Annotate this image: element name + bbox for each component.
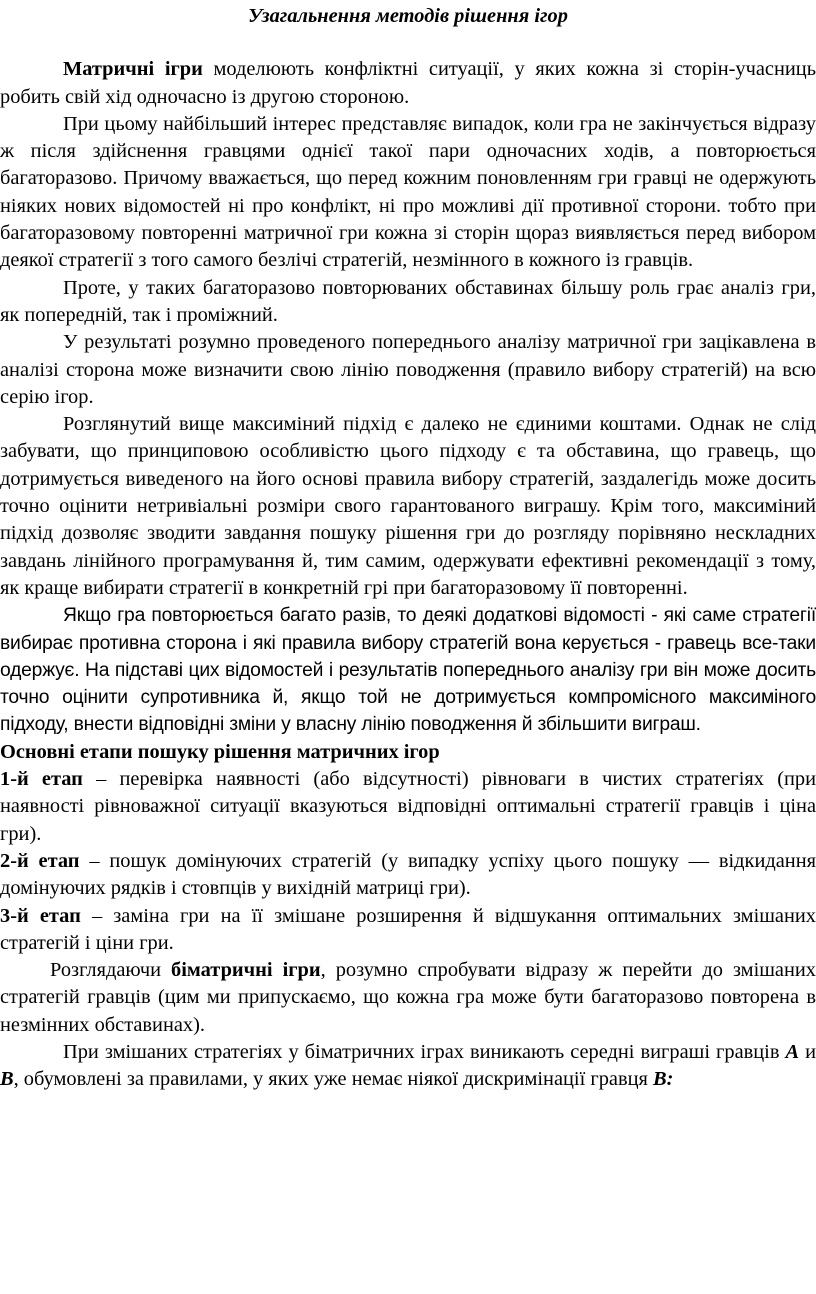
stage-text: – заміна гри на її змішане розширення й відшукання оптимальних змішаних стратегій і ціни гри. [0, 904, 816, 954]
stage-item [0, 903, 816, 958]
section-heading-stages: Основні етапи пошуку рішення матричних ігор [0, 740, 440, 763]
paragraph-additional-info: Якщо гра повторюється багато разів, то деякі додаткові відомості - які саме стратегії вибирає противна сторона і які правила вибору стратегій вона керується - гравець все-таки одержує. На підставі цих відомостей і результатів попереднього аналізу гри він може досить точно оцінити супротивника й, якщо той не дотримується компромісного максиміного підходу, внести відповідні зміни у власну лінію поводження й збільшити виграш. [0, 605, 816, 736]
paragraph-repeated-game: При цьому найбільший інтерес представляє випадок, коли гра не закінчується відразу ж після здійснення гравцями однієї такої пари одночасних ходів, а повторюється багаторазово. Причому вважається, що перед кожним поновленням гри гравці не одержують ніяких нових відомостей ні про конфлікт, ні про можливі дії противної сторони. тобто при багаторазовому повторенні матричної гри кожна зі сторін щораз виявляється перед вибором деякої стратегії з того самого безлічі стратегій, незмінного в кожного із гравців. [0, 112, 816, 272]
paragraph-text: моделюють конфліктні ситуації, у яких кожна зі сторін-учасниць робить свій хід одночасно із другою стороною. [0, 58, 816, 108]
player-b-symbol: B [652, 1068, 667, 1091]
stage-label: 3-й етап [0, 904, 81, 927]
paragraph-text: и [799, 1040, 816, 1063]
paragraph-text: , обумовлені за правилами, у яких уже немає ніякої дискримінації гравця [13, 1068, 653, 1091]
paragraph-matrix-games [0, 56, 816, 111]
paragraph-preliminary-analysis: У результаті розумно проведеного попереднього аналізу матричної гри зацікавлена в аналізі сторона може визначити свою лінію поводження (правило вибору стратегій) на всю серію ігор. [0, 331, 816, 408]
paragraph-mixed-strategies [0, 1039, 816, 1094]
paragraph-text: : [666, 1068, 674, 1091]
document-title: Узагальнення методів рішення ігор [248, 5, 568, 27]
stage-item [0, 848, 816, 903]
stage-label: 1-й етап [0, 768, 83, 791]
player-a-symbol: A [785, 1040, 800, 1063]
paragraph-analysis-role: Проте, у таких багаторазово повторюваних обставинах більшу роль грає аналіз гри, як попередній, так і проміжний. [0, 276, 816, 326]
paragraph-text: , розумно спробувати відразу ж перейти до змішаних стратегій гравців (цим ми припускаємо, що кожна гра може бути багаторазово повторена в незмінних обставинах). [0, 959, 816, 1036]
stage-text: – пошук домінуючих стратегій (у випадку успіху цього пошуку — відкидання домінуючих рядків і стовпців у вихідній матриці гри). [0, 849, 816, 900]
stage-label: 2-й етап [0, 849, 80, 872]
term-bimatrix-games: біматричні ігри [171, 959, 321, 982]
stage-text: – перевірка наявності (або відсутності) рівноваги в чистих стратегіях (при наявності рівноважної ситуації вказуються відповідні оптимальні стратегії гравців і ціна гри). [0, 768, 816, 845]
paragraph-text: При змішаних стратегіях у біматричних іграх виникають середні виграші гравців [63, 1040, 786, 1063]
paragraph-text: Розглядаючи [50, 959, 172, 982]
term-matrix-games: Матричні ігри [63, 58, 203, 81]
player-b-symbol: B [0, 1068, 14, 1091]
paragraph-maximin-approach: Розглянутий вище максиміний підхід є далеко не єдиними коштами. Однак не слід забувати, що принциповою особливістю цього підходу є та обставина, що гравець, що дотримується виведеного на його основі правила вибору стратегій, заздалегідь може досить точно оцінити нетривіальні розміри свого гарантованого виграшу. Крім того, максиміний підхід дозволяє зводити завдання пошуку рішення гри до розгляду порівняно нескладних завдань лінійного програмування й, тим самим, одержувати ефективні рекомендації з тому, як краще вибирати стратегії в конкретній грі при багаторазовому її повторенні. [0, 413, 816, 599]
paragraph-bimatrix-games [0, 957, 816, 1039]
stage-item [0, 766, 816, 848]
